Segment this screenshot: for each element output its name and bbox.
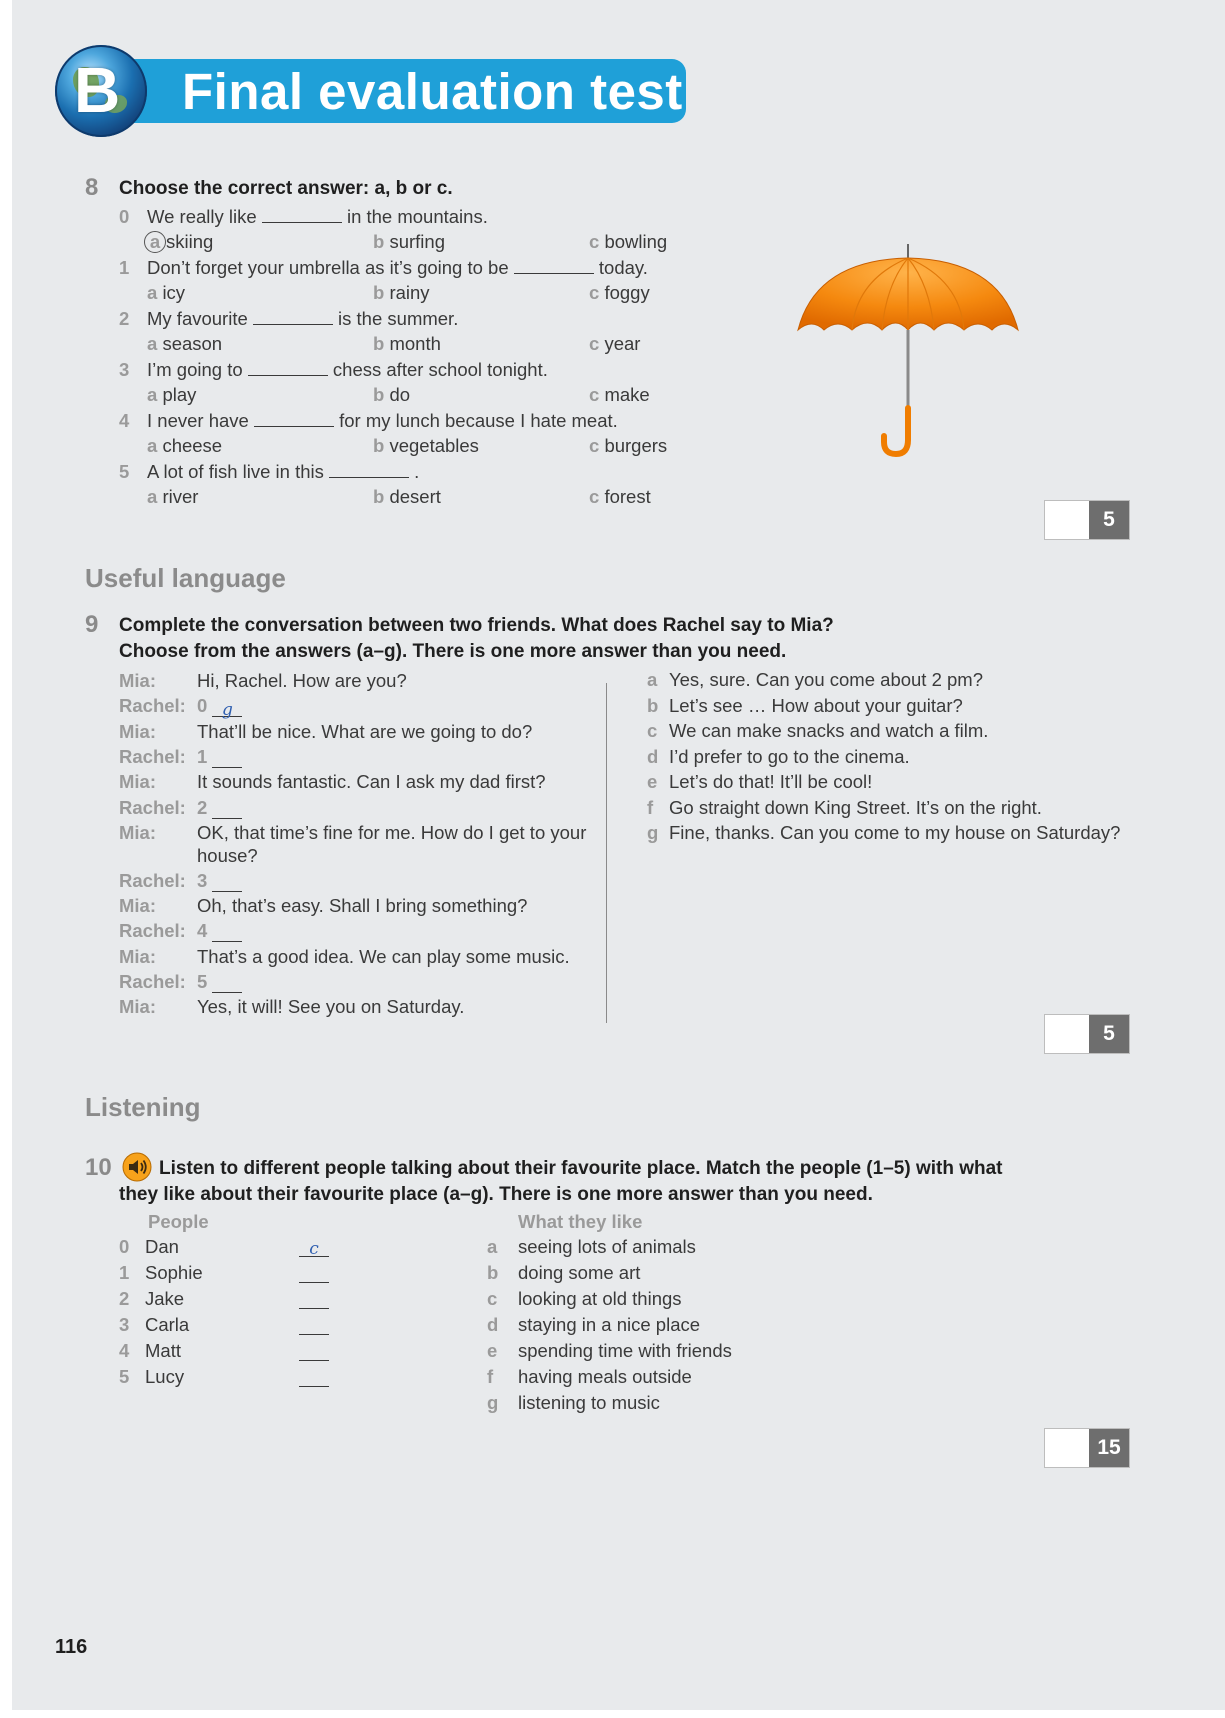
question-instruction: Complete the conversation between two friends. What does Rachel say to Mia? <box>119 615 834 636</box>
option-text: rainy <box>389 282 430 303</box>
option-a[interactable] <box>147 231 213 253</box>
speaker-label: Mia: <box>119 670 156 691</box>
option-a[interactable] <box>147 384 196 406</box>
option-text: doing some art <box>518 1262 641 1283</box>
option-text: forest <box>604 486 651 507</box>
option-text: make <box>604 384 650 405</box>
answer-blank[interactable] <box>253 308 333 325</box>
question-number: 10 <box>85 1154 112 1181</box>
item-number: 4 <box>119 1340 130 1361</box>
answer-blank[interactable] <box>212 698 242 721</box>
person-name: Lucy <box>145 1366 185 1387</box>
option-c[interactable] <box>589 486 651 508</box>
option-letter: c <box>589 384 600 405</box>
answer-blank[interactable] <box>262 206 342 223</box>
q8-score-box <box>1044 500 1130 540</box>
speaker-label: Mia: <box>119 821 156 843</box>
option-text: Go straight down King Street. It’s on the right. <box>669 796 1042 818</box>
speaker-label: Rachel: <box>119 920 186 942</box>
section-heading-useful-language: Useful language <box>85 563 286 593</box>
question-text-end: . <box>414 461 420 482</box>
q8-score: 5 <box>1089 501 1129 539</box>
option-letter: c <box>589 231 600 252</box>
option-text: vegetables <box>389 435 479 456</box>
answer-slot <box>197 695 242 721</box>
gap-number: 2 <box>197 796 208 818</box>
option-text: surfing <box>389 231 445 252</box>
person-name: Jake <box>145 1288 185 1309</box>
option-letter: a <box>147 486 158 507</box>
person-name: Dan <box>145 1236 179 1257</box>
option-text: desert <box>389 486 441 507</box>
gap-number: 5 <box>197 971 208 992</box>
option-text: river <box>162 486 199 507</box>
item-number: 3 <box>119 1314 130 1335</box>
answer-slot <box>197 870 242 892</box>
option-text: year <box>604 333 641 354</box>
dialogue-line: OK, that time’s fine for me. How do I get to your <box>197 821 587 843</box>
option-text: foggy <box>604 282 650 303</box>
option-letter: b <box>373 384 385 405</box>
filled-answer: g <box>221 700 233 721</box>
answer-slot <box>197 746 242 768</box>
option-text: Fine, thanks. Can you come to my house on Saturday? <box>669 822 1121 843</box>
option-text: skiing <box>166 231 214 252</box>
speaker-icon[interactable] <box>122 1152 152 1182</box>
dialogue-line: Yes, it will! See you on Saturday. <box>197 996 465 1018</box>
question-instruction-line2: they like about their favourite place (a–g). There is one more answer than you need. <box>119 1184 873 1205</box>
option-letter: a <box>487 1236 498 1257</box>
option-text: Let’s see … How about your guitar? <box>669 694 963 716</box>
option-text: spending time with friends <box>518 1340 732 1361</box>
option-letter: a <box>147 282 158 303</box>
option-a[interactable] <box>147 333 222 355</box>
answer-slot <box>197 971 242 993</box>
speaker-label: Mia: <box>119 945 156 967</box>
question-number: 8 <box>85 174 99 201</box>
option-b[interactable] <box>373 384 410 406</box>
option-letter: e <box>487 1340 498 1361</box>
answer-blank[interactable] <box>299 1265 329 1283</box>
option-text: We can make snacks and watch a film. <box>669 720 989 741</box>
option-letter: d <box>647 745 659 767</box>
option-letter: a <box>647 669 658 690</box>
option-c[interactable] <box>589 282 650 304</box>
question-line <box>147 359 548 381</box>
option-b[interactable] <box>373 486 441 508</box>
option-letter: f <box>647 796 654 818</box>
speaker-label: Rachel: <box>119 745 186 767</box>
item-number: 1 <box>119 257 130 278</box>
circled-answer: a <box>144 231 166 253</box>
option-letter: c <box>589 282 600 303</box>
option-letter: b <box>373 486 385 507</box>
question-text-end: for my lunch because I hate meat. <box>339 410 618 431</box>
unit-letter: B <box>74 54 121 126</box>
answer-blank[interactable] <box>212 873 242 892</box>
q9-score: 5 <box>1089 1015 1129 1053</box>
option-c[interactable] <box>589 231 667 253</box>
option-letter: a <box>147 384 158 405</box>
item-number: 2 <box>119 308 130 329</box>
answer-blank[interactable] <box>299 1291 329 1309</box>
option-text: play <box>162 384 197 405</box>
option-letter: a <box>147 333 158 354</box>
speaker-label: Mia: <box>119 720 156 742</box>
option-b[interactable] <box>373 231 445 253</box>
question-text-end: chess after school tonight. <box>332 359 548 380</box>
dialogue-line: It sounds fantastic. Can I ask my dad first? <box>197 771 546 793</box>
answer-blank[interactable] <box>212 800 242 819</box>
item-number: 5 <box>119 461 130 482</box>
gap-number: 4 <box>197 920 208 942</box>
option-letter: c <box>589 333 600 354</box>
answer-blank[interactable] <box>299 1317 329 1335</box>
option-letter: g <box>647 822 659 843</box>
option-letter: b <box>373 333 385 354</box>
item-number: 2 <box>119 1288 130 1309</box>
speaker-label: Rachel: <box>119 695 186 717</box>
option-text: staying in a nice place <box>518 1314 701 1335</box>
option-letter: b <box>373 231 385 252</box>
q10-score: 15 <box>1089 1429 1129 1467</box>
person-name: Sophie <box>145 1262 203 1283</box>
speaker-label: Mia: <box>119 996 156 1018</box>
person-name: Matt <box>145 1340 181 1361</box>
person-name: Carla <box>145 1314 190 1335</box>
question-text-end: today. <box>598 257 648 278</box>
option-letter: b <box>487 1262 499 1283</box>
column-divider <box>606 683 607 1023</box>
option-a[interactable] <box>147 435 222 457</box>
answer-blank[interactable] <box>212 749 242 768</box>
option-text: icy <box>162 282 186 303</box>
gap-number: 1 <box>197 745 208 767</box>
question-number: 9 <box>85 611 99 638</box>
option-c[interactable] <box>589 384 650 406</box>
answer-blank[interactable] <box>299 1343 329 1361</box>
option-c[interactable] <box>589 333 640 355</box>
answer-blank[interactable] <box>248 359 328 376</box>
question-text-end: is the summer. <box>338 308 459 329</box>
answer-blank[interactable] <box>329 461 409 478</box>
dialogue-line: Oh, that’s easy. Shall I bring something? <box>197 895 528 917</box>
answer-blank[interactable] <box>212 923 242 942</box>
option-letter: b <box>647 694 659 716</box>
option-text: cheese <box>162 435 223 456</box>
option-text: burgers <box>604 435 668 456</box>
option-letter: g <box>487 1392 499 1413</box>
option-text: looking at old things <box>518 1288 682 1309</box>
dialogue-line: Hi, Rachel. How are you? <box>197 670 407 691</box>
option-c[interactable] <box>589 435 667 457</box>
page-title: Final evaluation test <box>182 63 683 120</box>
option-text: bowling <box>604 231 668 252</box>
option-letter: c <box>589 435 600 456</box>
section-heading-listening: Listening <box>85 1092 201 1122</box>
option-b[interactable] <box>373 282 430 304</box>
speaker-label: Rachel: <box>119 869 186 891</box>
option-text: do <box>389 384 411 405</box>
answer-blank[interactable] <box>299 1369 329 1387</box>
option-text: Let’s do that! It’ll be cool! <box>669 771 873 792</box>
q9-score-box <box>1044 1014 1130 1054</box>
option-letter: c <box>487 1288 498 1309</box>
option-letter: b <box>373 435 385 456</box>
filled-answer: c <box>309 1239 319 1259</box>
speaker-label: Rachel: <box>119 971 186 992</box>
option-text: month <box>389 333 441 354</box>
speaker-label: Rachel: <box>119 796 186 818</box>
item-number: 1 <box>119 1262 130 1283</box>
question-text: We really like <box>147 206 257 227</box>
option-a[interactable] <box>147 486 198 508</box>
dialogue-line-cont: house? <box>197 844 258 866</box>
gap-number: 0 <box>197 695 208 717</box>
answer-blank[interactable] <box>254 410 334 427</box>
speaker-label: Mia: <box>119 895 156 917</box>
option-text: season <box>162 333 223 354</box>
item-number: 0 <box>119 206 130 227</box>
question-text-end: in the mountains. <box>346 206 488 227</box>
item-number: 3 <box>119 359 130 380</box>
answer-slot <box>197 920 242 942</box>
question-text: Don’t forget your umbrella as it’s going to be <box>147 257 509 278</box>
option-b[interactable] <box>373 333 441 355</box>
question-line <box>147 308 458 330</box>
question-line <box>147 257 648 279</box>
question-text: A lot of fish live in this <box>147 461 324 482</box>
question-instruction: Choose the correct answer: a, b or c. <box>119 178 453 199</box>
question-text: I never have <box>147 410 249 431</box>
answer-blank[interactable] <box>299 1239 329 1257</box>
question-instruction-line2: Choose from the answers (a–g). There is one more answer than you need. <box>119 641 787 662</box>
option-letter: c <box>589 486 600 507</box>
option-letter: e <box>647 771 658 792</box>
option-b[interactable] <box>373 435 479 457</box>
option-text: listening to music <box>518 1392 660 1413</box>
answer-blank[interactable] <box>212 974 242 993</box>
item-number: 0 <box>119 1236 130 1257</box>
option-letter: f <box>487 1366 494 1387</box>
answer-slot <box>197 797 242 819</box>
option-letter: a <box>147 435 158 456</box>
option-a[interactable] <box>147 282 185 304</box>
option-text: Yes, sure. Can you come about 2 pm? <box>669 669 984 690</box>
question-text: My favourite <box>147 308 248 329</box>
option-text: having meals outside <box>518 1366 692 1387</box>
question-line <box>147 410 618 432</box>
option-letter: b <box>373 282 385 303</box>
gap-number: 3 <box>197 869 208 891</box>
umbrella-illustration <box>796 240 1026 465</box>
question-line <box>147 461 419 483</box>
option-text: seeing lots of animals <box>518 1236 696 1257</box>
question-instruction: Listen to different people talking about their favourite place. Match the people (1–5) with what <box>159 1158 1003 1179</box>
q10-score-box <box>1044 1428 1130 1468</box>
dialogue-line: That’ll be nice. What are we going to do? <box>197 720 533 742</box>
question-line <box>147 206 488 228</box>
item-number: 5 <box>119 1366 130 1387</box>
likes-column-header: What they like <box>518 1211 643 1232</box>
people-column-header: People <box>148 1211 209 1232</box>
option-text: I’d prefer to go to the cinema. <box>669 745 910 767</box>
option-letter: c <box>647 720 658 741</box>
option-letter: d <box>487 1314 499 1335</box>
page-number: 116 <box>55 1636 88 1658</box>
question-text: I’m going to <box>147 359 243 380</box>
speaker-label: Mia: <box>119 771 156 793</box>
dialogue-line: That’s a good idea. We can play some music. <box>197 945 570 967</box>
answer-blank[interactable] <box>514 257 594 274</box>
item-number: 4 <box>119 410 130 431</box>
